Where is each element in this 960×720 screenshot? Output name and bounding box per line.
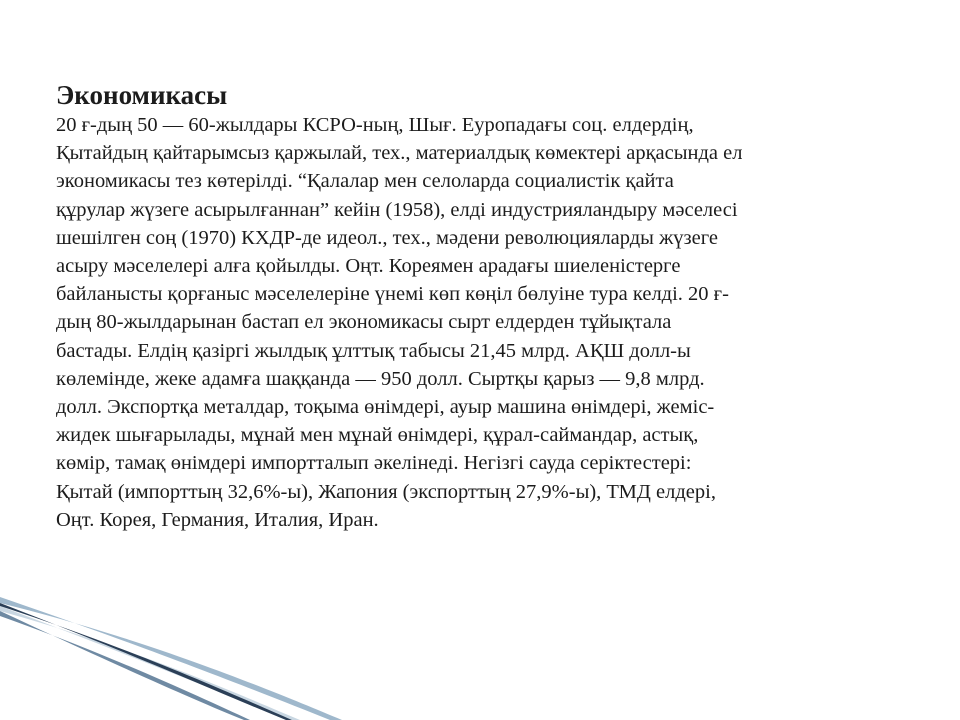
slide-title: Экономикасы [56,80,228,110]
body-line-11: долл. Экспортқа металдар, тоқыма өнімдері, ауыр машина өнімдері, жеміс- [56,396,715,419]
body-line-13: көмір, тамақ өнімдері импортталып әкелінеді. Негізгі сауда серіктестері: [56,452,692,475]
body-text [56,111,886,534]
body-line-2: Қытайдың қайтарымсыз қаржылай, тех., материалдық көмектері арқасында ел [56,142,743,165]
body-line-1: 20 ғ-дың 50 — 60-жылдары КСРО-ның, Шығ. Еуропадағы соц. елдердің, [56,114,694,136]
body-line-3: экономикасы тез көтерілді. “Қалалар мен селоларда социалистік қайта [56,170,674,193]
body-line-10: көлемінде, жеке адамға шаққанда — 950 долл. Сыртқы қарыз — 9,8 млрд. [56,367,705,390]
body-line-4: құрулар жүзеге асырылғаннан” кейін (1958), елді индустрияландыру мәселесі [56,198,738,221]
body-line-6: асыру мәселелері алға қойылды. Оңт. Кореямен арадағы шиеленістерге [56,255,681,278]
body-line-8: дың 80-жылдарынан бастап ел экономикасы сырт елдерден тұйықтала [56,311,672,334]
stripe-dark [0,603,292,720]
stripe-mid [0,611,250,720]
body-line-5: шешілген соң (1970) КХДР-де идеол., тех., мәдени революцияларды жүзеге [56,226,718,249]
body-line-15: Оңт. Корея, Германия, Италия, Иран. [56,508,379,531]
body-line-12: жидек шығарылады, мұнай мен мұнай өнімдері, құрал-саймандар, астық, [56,424,699,447]
body-line-9: бастады. Елдің қазіргі жылдық ұлттық табысы 21,45 млрд. АҚШ долл-ы [56,339,691,362]
stripe-light-wide [0,597,342,720]
body-line-14: Қытай (импорттың 32,6%-ы), Жапония (экспорттың 27,9%-ы), ТМД елдері, [56,480,716,503]
stripe-pale [0,606,300,720]
body-line-7: байланысты қорғаныс мәселелеріне үнемі көп көңіл бөлуіне тура келді. 20 ғ- [56,283,729,306]
slide-content [56,80,886,534]
